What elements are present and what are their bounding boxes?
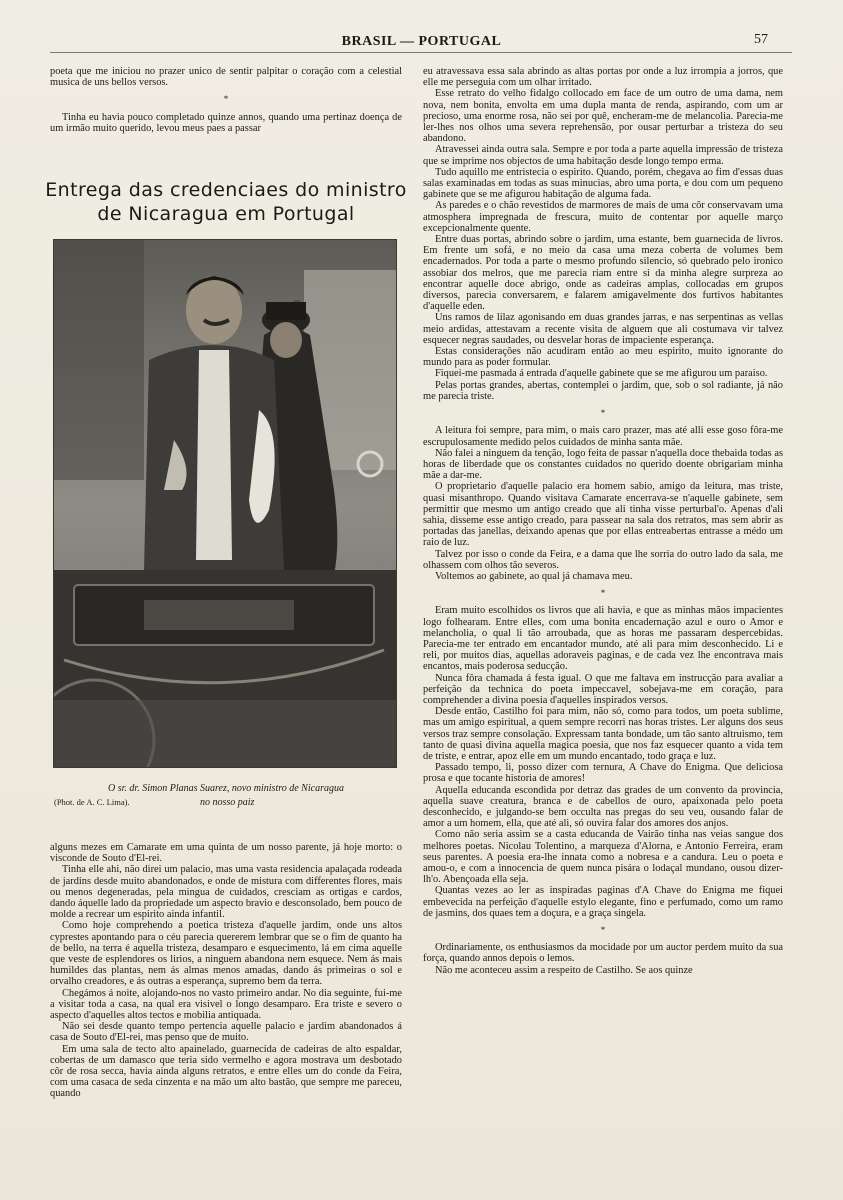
paragraph: Em uma sala de tecto alto apainelado, guarnecida de cadeiras de alto espaldar, cobertas de um damasco que teria sido vermelho e agora mostrava um desbotado côr de rosa secca, havia ainda alguns retratos, e entre elles um do conde da Feira, com uma casaca de seda cinzenta e na mão um alto bastão, que sempre me pareceu, quando — [50, 1043, 402, 1100]
paragraph: Desde então, Castilho foi para mim, não só, como para todos, um poeta sublime, mas um amigo espiritual, a quem sempre recorri nas horas tristes. Ler alguns dos seus versos traz sempre consolação. Expressam tanta bondade, um tão santo altruismo, tem tanto de quasi divina aquella magica poesia, que nos faz esquecer quanto a vida tem de triste, e entrar, apoz elle em um mundo encantado, todo graça e luz. — [423, 706, 783, 762]
paragraph: As paredes e o chão revestidos de marmores de mais de uma côr conservavam uma atmosphera impregnada de frescura, muito de contentar por aquelle março excepcionalmente quente. — [423, 200, 783, 234]
paragraph: Pelas portas grandes, abertas, contemplei o jardim, que, sob o sol radiante, já não me parecia triste. — [423, 379, 783, 402]
section-separator: * — [600, 925, 606, 936]
paragraph: Uns ramos de lilaz agonisando em duas grandes jarras, e nas serpentinas as vellas meio ardidas, attestavam a recente visita de alguem que ali costumava vir talvez esquecer negras saudades, ou desvelar horas de impaciente esperança. — [423, 312, 783, 346]
paragraph: poeta que me iniciou no prazer unico de sentir palpitar o coração com a celestial musica de uns bellos versos. — [50, 66, 402, 89]
paragraph: Ordinariamente, os enthusiasmos da mocidade por um auctor perdem muito da sua força, quando annos depois o lemos. — [423, 942, 783, 965]
paragraph: Aquella educanda escondida por detraz das grades de um convento da provincia, aquella suave creatura, branca e de cabellos de ouro, apaixonada pelo poeta desconhecido, e julgando-se bem occulta nas pregas do seu veu, ousando falar de amor a um homem, ella, que até ali, só ouvira falar dos amores dos anjos. — [423, 784, 783, 830]
section-separator: * — [600, 588, 606, 599]
paragraph: Quantas vezes ao ler as inspiradas paginas d'A Chave do Enigma me fiquei embevecida na perfeição d'aquelle estylo elegante, fino e perfumado, como um ramo de jasmins, dos quaes tem a doçura, e a graça singela. — [423, 885, 783, 919]
paragraph: Passado tempo, li, posso dizer com ternura, A Chave do Enigma. Que deliciosa prosa e que tocante historia de amores! — [423, 762, 783, 785]
right-column — [423, 66, 783, 1186]
paragraph: Tinha elle ahi, não direi um palacio, mas uma vasta residencia apalaçada rodeada de jardins desde muito abandonados, e onde de mistura com differentes flores, mais ou menos degeneradas, pela mingua de cuidados, cresciam as ortigas e cardos, dando áquelle lado da propriedade um aspecto bravio e desconsolado, bem pouco de molde a recrear um espirito ainda infantil. — [50, 864, 402, 921]
paragraph: Não sei desde quanto tempo pertencia aquelle palacio e jardim abandonados á casa de Souto d'El-rei, mas penso que de muito. — [50, 1021, 402, 1044]
paragraph: alguns mezes em Camarate em uma quinta de um nosso parente, já hoje morto: o visconde de Souto d'El-rei. — [50, 842, 402, 865]
section-separator: * — [600, 408, 606, 419]
paragraph: Esse retrato do velho fidalgo collocado em face de um outro de uma dama, nem nova, nem bonita, envolta em uma dupla manta de renda, aspirando, com um ar precioso, uma enorme rosa, não sei por quê, encheram-me de melancolia. Parecia-me ler-lhes nos olhos uma severa reprehensão, por ousar perturbar a tristeza do seu abandono. — [423, 88, 783, 145]
left-column-top — [50, 66, 402, 134]
paragraph: Tudo aquillo me entristecia o espirito. Quando, porém, chegava ao fim d'essas duas salas examinadas em todas as suas minucias, abro uma porta, e dou com um pequeno gabinete que se me afigurou habitação de alguma fada. — [423, 166, 783, 201]
paragraph: Não falei a ninguem da tenção, logo feita de passar n'aquella doce thebaida todas as horas de liberdade que os constantes cuidados no querido doente obrigariam minha mãe a dar-me. — [423, 447, 783, 482]
paragraph: Eram muito escolhidos os livros que ali havia, e que as minhas mãos impacientes logo folhearam. Entre elles, com uma bonita encadernação azul e ouro o Amor e melancholia, o qual li tão arroubada, que as horas me passaram despercebidas. Parecia-me ter entrado em encantador mundo, até ali para mim desconhecido. Li e reli, por muitos dias, aquellas adoraveis paginas, e de cada vez lhe encontrava mais encantos, mais poderosa seducção. — [423, 605, 783, 673]
photo-caption: O sr. dr. Simon Planas Suarez, novo ministro de Nicaragua — [108, 783, 344, 794]
paragraph: Tinha eu havia pouco completado quinze annos, quando uma pertinaz doença de um irmão muito querido, levou meus paes a passar — [50, 111, 402, 134]
paragraph: Voltemos ao gabinete, ao qual já chamava meu. — [435, 570, 633, 582]
section-separator: * — [223, 94, 229, 105]
running-header: BRASIL — PORTUGAL — [341, 34, 502, 49]
photo-caption-line2: no nosso paiz — [200, 797, 255, 808]
paragraph: A leitura foi sempre, para mim, o mais caro prazer, mas até alli esse goso fôra-me escrupulosamente medido pelos cuidados de minha santa mãe. — [423, 425, 783, 448]
paragraph: Talvez por isso o conde da Feira, e a dama que lhe sorria do outro lado da sala, me olhassem com olhos tão severos. — [423, 548, 783, 571]
paragraph: Fiquei-me pasmada á entrada d'aquelle gabinete que se me afigurou um paraiso. — [435, 368, 768, 380]
article-title — [44, 178, 408, 226]
paragraph: Entre duas portas, abrindo sobre o jardim, uma estante, bem guarnecida de livros. Em frente um sofá, e no meio da casa uma meza coberta de volumes bem encadernados. Por toda a parte o mesmo profundo silencio, só quebrado pelo ironico assobiar dos melros, que me parecia riam entre si da minha alegre surpreza ao encontrar aquelle doce abrigo, onde as cadeiras amplas, collocadas em grupos diversos, parecia conversarem, e falarem amigavelmente dos furtivos habitantes d'aquelle eden. — [423, 234, 783, 313]
paragraph: Nunca fôra chamada á festa igual. O que me faltava em instrucção para avaliar a perfeição da technica do poeta impeccavel, sobejava-me em coração, para comprehender a divina poesia d'aquelles inspirados versos. — [423, 672, 783, 706]
paragraph: Chegámos á noite, alojando-nos no vasto primeiro andar. No dia seguinte, fui-me a visitar toda a casa, na qual era visivel o longo desamparo. Era triste e severo o aspecto d'aquelles altos tectos e mobilia antiquada. — [50, 987, 402, 1022]
paragraph: Como hoje comprehendo a poetica tristeza d'aquelle jardim, onde uns altos cyprestes apontando para o céu parecia quererem lembrar que se o fim de quanto ha de bello, na terra é aquella tristeza, desamparo e esquecimento, lá em cima aquelle que veste de esplendores os lirios, a ninguem abandona nem esquece. Nem ás mais humildes das plantas, nem ás almas menos amadas, dando ás primeiras o sol e orvalho creadores, e ás outras a esperança, supremo bem da terra. — [50, 920, 402, 988]
paragraph: Atravessei ainda outra sala. Sempre e por toda a parte aquella impressão de tristeza que se imprime nos objectos de uma habitação desde longo tempo erma. — [423, 144, 783, 167]
left-column-bottom — [50, 842, 402, 1172]
paragraph: Não me aconteceu assim a respeito de Castilho. Se aos quinze — [435, 964, 693, 976]
paragraph: Estas considerações não acudiram então ao meu espirito, muito ignorante do mundo para as poder formular. — [423, 346, 783, 369]
photo-illustration — [54, 240, 396, 767]
header-rule — [50, 52, 792, 53]
page-number: 57 — [754, 32, 768, 47]
paragraph: O proprietario d'aquelle palacio era homem sabio, amigo da leitura, mas triste, quasi misanthropo. Quando visitava Camarate encerrava-se n'aquelle gabinete, sem permittir que mesmo um antigo creado que ali tinha visse perturbal'o. Apenas d'ali sahia, disseme esse antigo creado, para passear na sala dos retratos, mas sem abrir as portadas das janellas, deixando apenas que por ellas entreabertas entrasse a médo um raio de luz. — [423, 481, 783, 549]
paragraph: eu atravessava essa sala abrindo as altas portas por onde a luz irrompia a jorros, que elle me perseguia com um olhar irritado. — [423, 66, 783, 89]
photo-credit: (Phot. de A. C. Lima). — [54, 797, 130, 807]
photograph-minister-in-carriage — [53, 239, 397, 768]
article-title-line: Entrega das credenciaes do ministro — [45, 179, 407, 201]
article-title-line: de Nicaragua em Portugal — [97, 203, 355, 225]
paragraph: Como não seria assim se a casta educanda de Vairão tinha nas veias sangue dos melhores poetas. Nicolau Tolentino, a marqueza d'Alorna, e Antonio Ferreira, eram seus parentes. A poesia era-lhe innata como a nobresa e a candura. Leu o poeta e amou-o, e com a innocencia de quem nunca pisára o lodaçal mundano, ousou dizer-lh'o. Abençoada ella seja. — [423, 829, 783, 886]
